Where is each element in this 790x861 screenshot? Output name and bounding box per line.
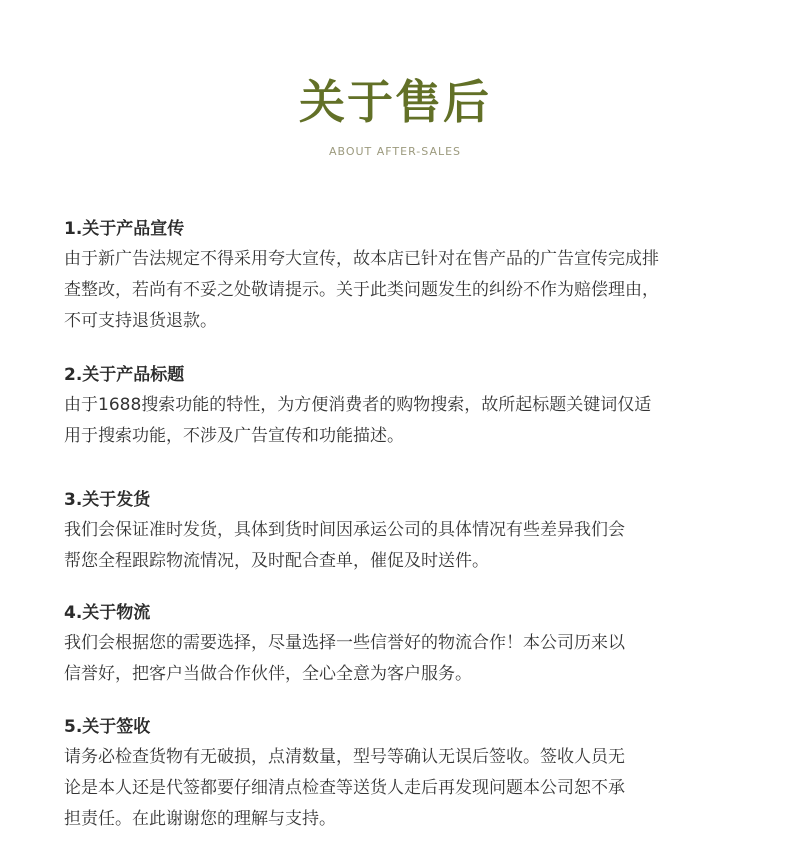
body-line: 我们会保证准时发货，具体到货时间因承运公司的具体情况有些差异我们会 [64, 520, 625, 540]
section-product-title [64, 362, 744, 452]
body-line: 查整改，若尚有不妥之处敬请提示。关于此类问题发生的纠纷不作为赔偿理由， [64, 280, 659, 300]
body-line: 信誉好，把客户当做合作伙伴，全心全意为客户服务。 [64, 664, 472, 684]
section-heading: 1.关于产品宣传 [64, 219, 185, 239]
body-line: 论是本人还是代签都要仔细清点检查等送货人走后再发现问题本公司恕不承 [64, 778, 625, 798]
body-line: 帮您全程跟踪物流情况，及时配合查单，催促及时送件。 [64, 551, 489, 571]
body-line: 由于新广告法规定不得采用夸大宣传，故本店已针对在售产品的广告宣传完成排 [64, 249, 659, 269]
section-heading: 4.关于物流 [64, 603, 151, 623]
body-line: 不可支持退货退款。 [64, 311, 217, 331]
section-heading: 3.关于发货 [64, 490, 151, 510]
page-header [0, 70, 790, 160]
section-heading: 2.关于产品标题 [64, 365, 185, 385]
section-body [64, 244, 744, 337]
body-line: 用于搜索功能，不涉及广告宣传和功能描述。 [64, 426, 404, 446]
page-title: 关于售后 [299, 75, 491, 129]
section-body [64, 628, 744, 690]
section-body [64, 515, 744, 577]
page-subtitle: ABOUT AFTER-SALES [328, 145, 462, 158]
section-signing [64, 714, 744, 835]
section-body [64, 742, 744, 835]
section-product-promotion [64, 216, 744, 337]
body-line: 担责任。在此谢谢您的理解与支持。 [64, 809, 336, 829]
body-line: 请务必检查货物有无破损，点清数量，型号等确认无误后签收。签收人员无 [64, 747, 625, 767]
body-line: 我们会根据您的需要选择，尽量选择一些信誉好的物流合作！本公司历来以 [64, 633, 625, 653]
body-line: 由于1688搜索功能的特性，为方便消费者的购物搜索，故所起标题关键词仅适 [64, 395, 652, 415]
section-body [64, 390, 744, 452]
section-heading: 5.关于签收 [64, 717, 151, 737]
section-shipping [64, 487, 744, 577]
section-logistics [64, 600, 744, 690]
